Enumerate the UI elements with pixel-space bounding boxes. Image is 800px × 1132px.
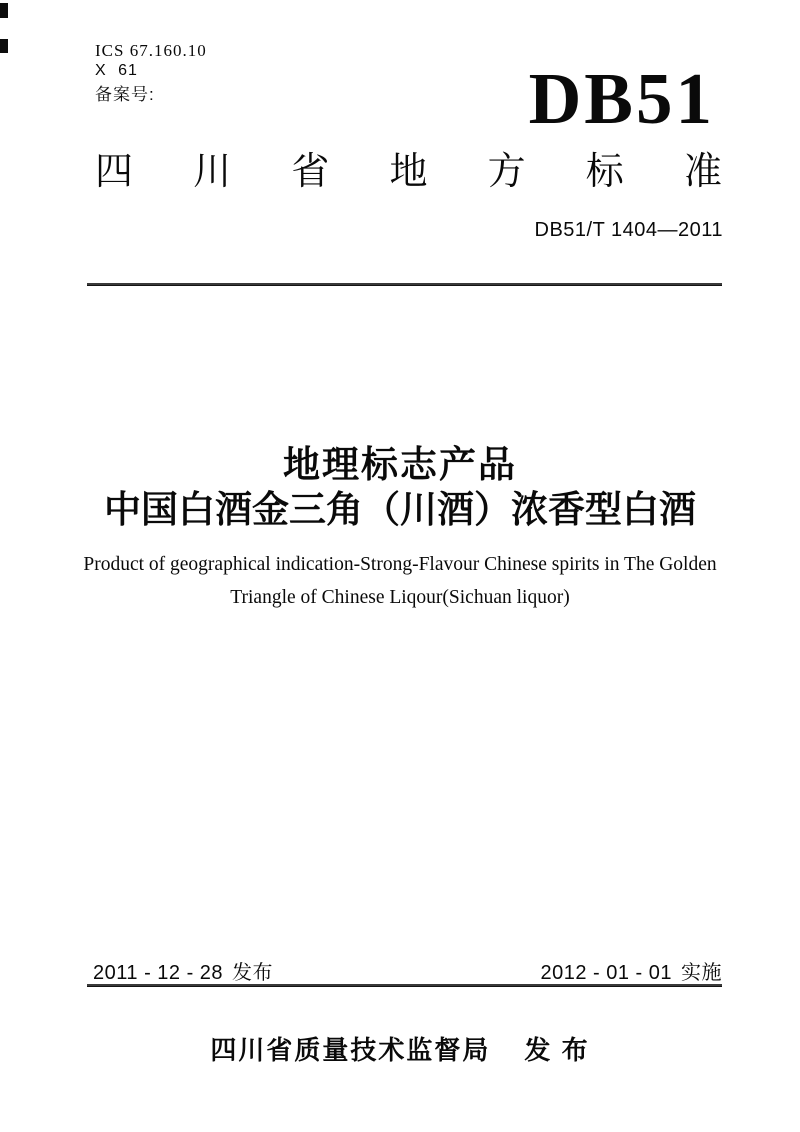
footer-divider [87,984,722,987]
issue-label: 发布 [232,962,274,984]
db51-logo: DB51 [528,58,715,139]
standard-name-char: 准 [683,151,722,193]
implement-label: 实施 [681,962,722,984]
english-subtitle-line1: Product of geographical indication-Strong-Flavour Chinese spirits in The Golden [83,554,717,575]
implement-date-group [540,956,722,985]
title-line2: 中国白酒金三角（川酒）浓香型白酒 [104,489,696,530]
english-subtitle [0,548,800,614]
implement-date: 2012 - 01 - 01 [540,962,672,984]
issue-date: 2011 - 12 - 28 [93,962,224,984]
title-line1: 地理标志产品 [283,444,517,485]
date-row [93,956,722,985]
publisher-name: 四川省质量技术监督局 [210,1035,491,1065]
standard-name-char: 川 [193,151,232,193]
standard-name-row [95,151,722,193]
publish-label: 发 布 [524,1035,590,1065]
standard-name-char: 省 [291,151,330,193]
standard-name-char: 地 [389,151,428,193]
standard-name-char: 标 [585,151,624,193]
classification-code: X 61 [95,62,138,79]
english-subtitle-line2: Triangle of Chinese Liqour(Sichuan liquor) [230,587,570,608]
standard-name-char: 四 [95,151,134,193]
scan-edge-mark [0,39,8,53]
publisher-row [0,1030,800,1067]
standard-number: DB51/T 1404—2011 [534,219,723,241]
header-divider [87,283,722,286]
issue-date-group [93,956,273,985]
ics-code: ICS 67.160.10 [95,41,207,60]
standard-name-char: 方 [487,151,526,193]
scan-edge-mark [0,3,8,18]
record-number-label: 备案号: [95,85,155,104]
